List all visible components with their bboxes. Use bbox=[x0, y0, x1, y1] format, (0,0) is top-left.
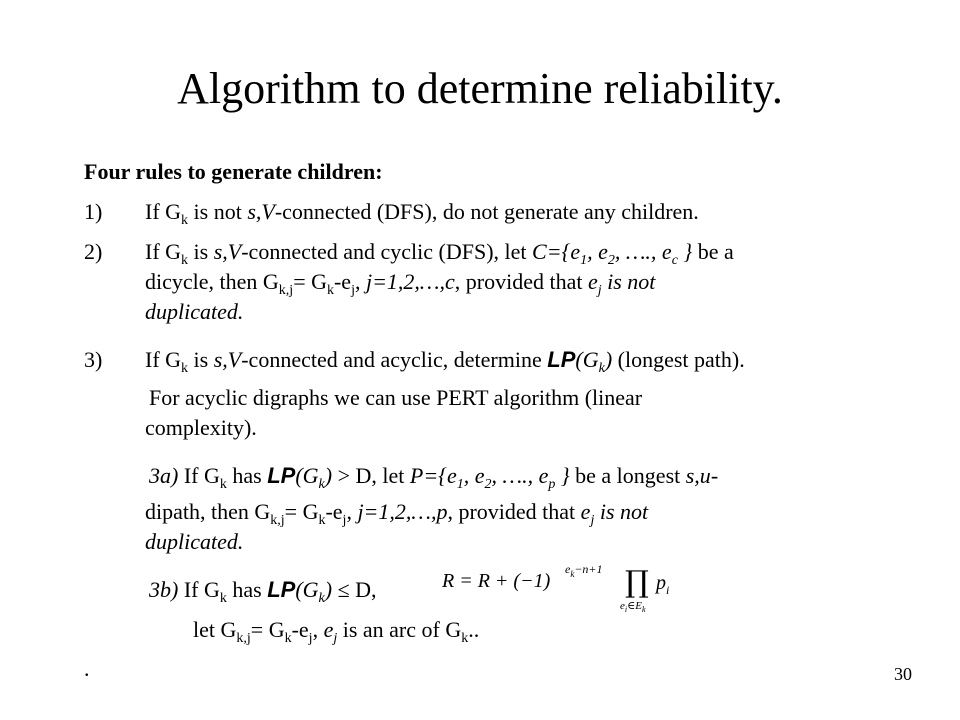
rule-2-line-1: If $G_k$ is s,V-connected and cyclic (DFS), let $C=\{e_1$, $e_2$, …., $e_c$ } be a bbox=[145, 239, 734, 268]
rule-3a-line-3: duplicated. bbox=[145, 529, 244, 554]
reliability-formula bbox=[440, 562, 670, 612]
rule-3a-line-1: 3a) If $G_k$ has $LP(G_k) > D$, let $P=\{e_1$, $e_2$, …., $e_p$ } be a longest s,u- bbox=[149, 463, 719, 492]
rule-2-number: 2) bbox=[84, 239, 103, 264]
rule-3b-line-1: 3b) If $G_k$ has $LP(G_k) \le D$, bbox=[149, 577, 377, 606]
rules-heading: Four rules to generate children: bbox=[84, 159, 383, 184]
rule-3-line-1: If $G_k$ is s,V-connected and acyclic, determine $LP(G_k)$ (longest path). bbox=[145, 347, 745, 376]
formula-exponent: $e_k-n+1$ bbox=[565, 562, 603, 579]
rule-1-number: 1) bbox=[84, 199, 103, 224]
page-number: 30 bbox=[894, 664, 912, 684]
rule-3-number: 3) bbox=[84, 347, 103, 372]
slide-title: Algorithm to determine reliability. bbox=[177, 64, 783, 113]
rule-3-pert-line-2: complexity). bbox=[145, 415, 257, 440]
rule-2-line-2: dicycle, then $G_{k,j}= G_k-e_j$, j=1,2,…,c, provided that $e_j$ is not bbox=[145, 269, 656, 298]
bullet-dot: . bbox=[84, 656, 90, 681]
product-symbol: ∏ bbox=[625, 565, 649, 600]
formula-product-index: $e_i\in E_k$ bbox=[620, 600, 646, 612]
formula-lhs: R = R + (−1) bbox=[442, 570, 551, 592]
rule-3-pert-line-1: For acyclic digraphs we can use PERT algorithm (linear bbox=[149, 385, 643, 410]
rule-3a-line-2: dipath, then $G_{k,j}= G_k-e_j$, j=1,2,…,p, provided that $e_j$ is not bbox=[145, 499, 649, 528]
rule-3b-line-2: let $G_{k,j}= G_k-e_j$, $e_j$ is an arc of $G_k$.. bbox=[193, 617, 480, 646]
formula-p: $p_i$ bbox=[656, 572, 670, 597]
rule-2-line-3: duplicated. bbox=[145, 299, 244, 324]
rule-1-text: If $G_k$ is not s,V-connected (DFS), do not generate any children. bbox=[145, 199, 699, 228]
